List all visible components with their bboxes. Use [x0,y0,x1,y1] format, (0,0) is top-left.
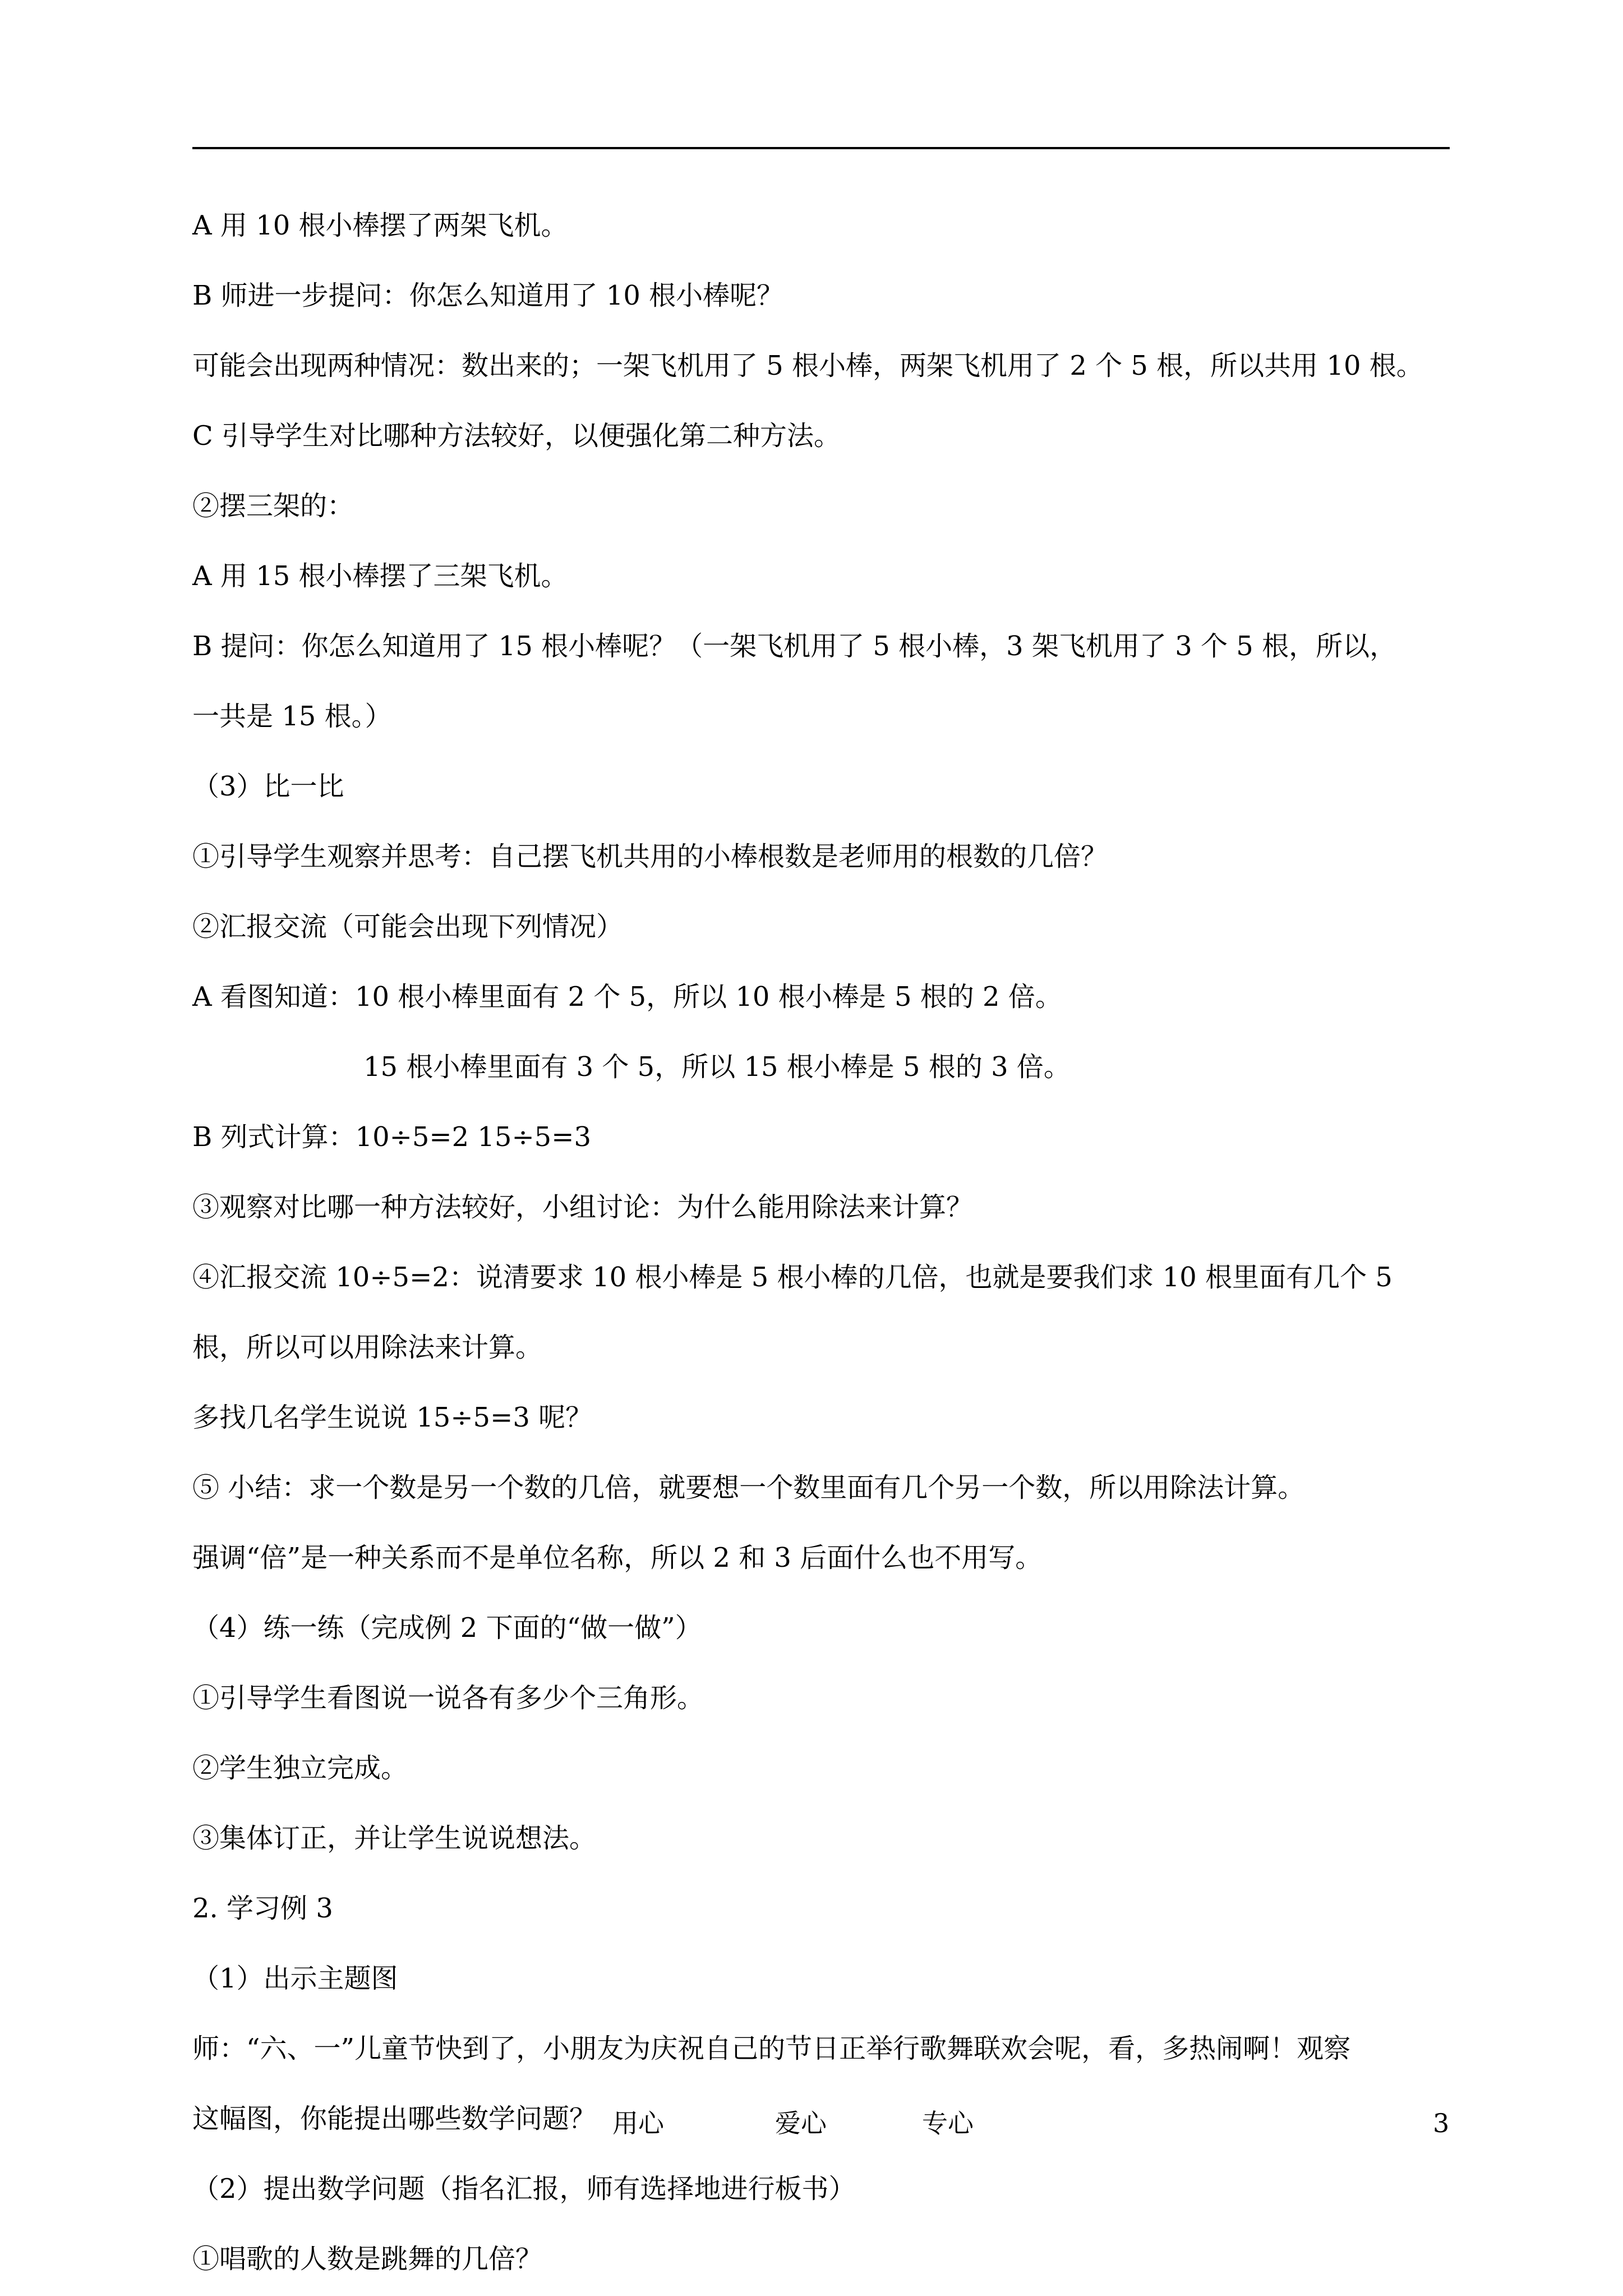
footer-motto: 专心 [922,2108,974,2138]
text-line: 一共是 15 根。） [192,701,392,732]
text-line: ⑤ 小结：求一个数是另一个数的几倍，就要想一个数里面有几个另一个数，所以用除法计算。 [192,1472,1305,1503]
text-line: 15 根小棒里面有 3 个 5，所以 15 根小棒是 5 根的 3 倍。 [363,1051,1071,1083]
text-line: 师：“六、一”儿童节快到了，小朋友为庆祝自己的节日正举行歌舞联欢会呢，看，多热闹啊！观察 [192,2033,1351,2064]
text-line: ②汇报交流（可能会出现下列情况） [192,911,624,942]
text-line: （3）比一比 [192,771,344,802]
text-line: ④汇报交流 10÷5=2：说清要求 10 根小棒是 5 根小棒的几倍，也就是要我们求 10 根里面有几个 5 [192,1262,1393,1293]
text-line: ②摆三架的： [192,490,354,522]
text-line: B 提问：你怎么知道用了 15 根小棒呢？（一架飞机用了 5 根小棒，3 架飞机用了 3 个 5 根，所以， [192,631,1397,662]
text-line: 这幅图，你能提出哪些数学问题？ [192,2103,597,2134]
text-line: ③观察对比哪一种方法较好，小组讨论：为什么能用除法来计算？ [192,1191,974,1223]
text-line: A 用 10 根小棒摆了两架飞机。 [192,210,568,241]
footer-motto: 用心 [612,2108,664,2138]
text-line: 多找几名学生说说 15÷5=3 呢？ [192,1402,593,1433]
text-line: ③集体订正，并让学生说说想法。 [192,1823,597,1854]
text-line: 可能会出现两种情况：数出来的；一架飞机用了 5 根小棒，两架飞机用了 2 个 5 根，所以共用 10 根。 [192,350,1423,381]
text-line: ②学生独立完成。 [192,1752,408,1784]
text-line: （4）练一练（完成例 2 下面的“做一做”） [192,1612,702,1644]
text-line: B 师进一步提问：你怎么知道用了 10 根小棒呢？ [192,280,784,311]
text-line: 强调“倍”是一种关系而不是单位名称，所以 2 和 3 后面什么也不用写。 [192,1542,1043,1573]
text-line: ①引导学生看图说一说各有多少个三角形。 [192,1682,704,1714]
text-line: ①唱歌的人数是跳舞的几倍？ [192,2243,543,2275]
text-line: A 看图知道：10 根小棒里面有 2 个 5，所以 10 根小棒是 5 根的 2 倍。 [192,981,1062,1013]
page-number: 3 [1433,2108,1450,2138]
text-line: ①引导学生观察并思考：自己摆飞机共用的小棒根数是老师用的根数的几倍？ [192,841,1108,872]
footer-motto: 爱心 [775,2108,827,2138]
header-rule [192,147,1450,149]
text-line: A 用 15 根小棒摆了三架飞机。 [192,560,568,592]
text-line: 根，所以可以用除法来计算。 [192,1332,543,1363]
text-line: （1）出示主题图 [192,1963,398,1994]
text-line: （2）提出数学问题（指名汇报，师有选择地进行板书） [192,2173,856,2205]
text-line: C 引导学生对比哪种方法较好，以便强化第二种方法。 [192,420,841,452]
text-line: 2. 学习例 3 [192,1893,333,1924]
text-line: B 列式计算：10÷5=2 15÷5=3 [192,1121,591,1153]
